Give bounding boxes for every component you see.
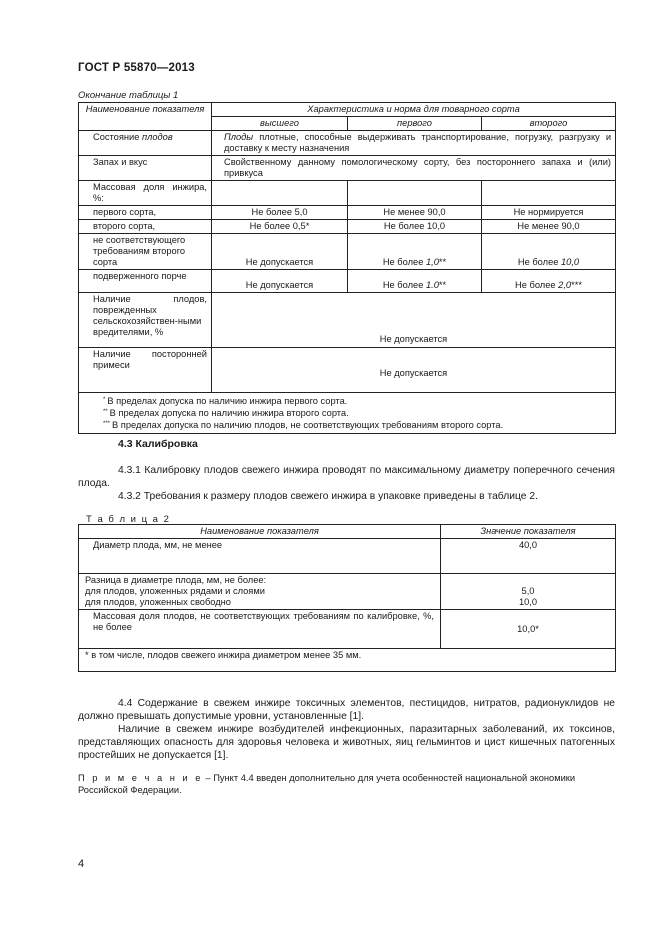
cell-value: Не более 1,0**	[348, 234, 482, 270]
table-row	[79, 181, 616, 206]
table-row	[79, 348, 616, 393]
table1-head-grade-first: первого	[348, 117, 482, 131]
table-row	[79, 206, 616, 220]
document-header: ГОСТ Р 55870—2013	[78, 62, 195, 74]
row-label-calibration: Массовая доля плодов, не соответствующих требованиям по калибровке, %, не более	[79, 610, 441, 649]
paragraph-4-3-2: 4.3.2 Требования к размеру плодов свежего инжира в упаковке приведены в таблице 2.	[118, 491, 538, 502]
row-label-diameter-diff: Разница в диаметре плода, мм, не более: для плодов, уложенных рядами и слоями для плодов, уложенных свободно	[79, 574, 441, 610]
footnote: ** В пределах допуска по наличию инжира второго сорта.	[103, 408, 349, 418]
cell-value: 10,0*	[441, 610, 616, 649]
row-label-first-grade: первого сорта,	[79, 206, 212, 220]
row-label-smell: Запах и вкус	[79, 156, 212, 181]
cell-value: Не более 0,5*	[212, 220, 348, 234]
cell-value: Не более 5,0	[212, 206, 348, 220]
note	[78, 772, 615, 796]
table2-head-value: Значение показателя	[441, 525, 616, 539]
cell-value: Не допускается	[212, 234, 348, 270]
table2-footnote-row	[79, 649, 616, 672]
note-label: П р и м е ч а н и е	[78, 773, 203, 783]
row-label-spoiled: подверженного порче	[79, 270, 212, 293]
row-label-foreign: Наличие посторонней примеси	[79, 348, 212, 393]
table2-caption: Т а б л и ц а 2	[86, 514, 171, 525]
cell-value: Не менее 90,0	[348, 206, 482, 220]
table-row	[79, 574, 616, 610]
table-2	[78, 524, 616, 672]
table1-footnotes-row	[79, 393, 616, 434]
note-text: – Пункт 4.4 введен дополнительно для учета особенностей национальной экономики Российской Федерации.	[78, 773, 576, 795]
table2-head-row	[79, 525, 616, 539]
table-row	[79, 156, 616, 181]
table1-head-row	[79, 103, 616, 117]
page-number: 4	[78, 858, 85, 870]
table-row	[79, 610, 616, 649]
smell-value: Свойственному данному помологическому сорту, без постороннего запаха и (или) привкуса	[212, 156, 616, 181]
table-row	[79, 220, 616, 234]
table-row	[79, 539, 616, 574]
table2-footnote: * в том числе, плодов свежего инжира диаметром менее 35 мм.	[79, 649, 616, 672]
table2-head-name: Наименование показателя	[79, 525, 441, 539]
table1-caption: Окончание таблицы 1	[78, 90, 179, 101]
table-row	[79, 270, 616, 293]
table1-head-col1: Наименование показателя	[79, 103, 212, 131]
cell-value: Не нормируется	[482, 206, 616, 220]
condition-value: Плоды плотные, способные выдерживать транспортирование, погрузку, разгрузку и доставку к месту назначения	[212, 131, 616, 156]
table-1	[78, 102, 616, 434]
table-row	[79, 293, 616, 348]
cell-value: 5,0 10,0	[441, 574, 616, 610]
cell-value: Не более 10,0	[348, 220, 482, 234]
paragraph-4-4-b: Наличие в свежем инжире возбудителей инфекционных, паразитарных заболеваний, их токсинов, представляющих опасность для здоровья человека и животных, яиц гельминтов и цист кишечных патогенных простейших не допускается [1].	[78, 724, 615, 761]
table-row	[79, 234, 616, 270]
row-label-noncompliant: не соответствующего требованиям второго сорта	[79, 234, 212, 270]
table-row	[79, 131, 616, 156]
paragraph-4-4: 4.4 Содержание в свежем инжире токсичных элементов, пестицидов, нитратов, радионуклидов не должно превышать допустимые уровни, установленные [1].	[78, 698, 615, 722]
table1-head-grade-top: высшего	[212, 117, 348, 131]
table1-footnotes	[79, 393, 616, 434]
row-label-pests: Наличие плодов, поврежденных сельскохозяйствен-ными вредителями, %	[79, 293, 212, 348]
cell-value: Не менее 90,0	[482, 220, 616, 234]
row-label-condition: Состояние плодов	[79, 131, 212, 156]
pests-value: Не допускается	[212, 293, 616, 348]
table1-head-group: Характеристика и норма для товарного сорта	[212, 103, 616, 117]
cell-value: Не допускается	[212, 270, 348, 293]
foreign-value: Не допускается	[212, 348, 616, 393]
footnote: *** В пределах допуска по наличию плодов, не соответствующих требованиям второго сорта.	[103, 420, 504, 430]
cell-value: Не более 2,0***	[482, 270, 616, 293]
row-label-diameter: Диаметр плода, мм, не менее	[79, 539, 441, 574]
row-label-second-grade: второго сорта,	[79, 220, 212, 234]
row-label-mass: Массовая доля инжира, %:	[79, 181, 212, 206]
cell-value: Не более 1.0**	[348, 270, 482, 293]
cell-value: 40,0	[441, 539, 616, 574]
section-title: 4.3 Калибровка	[118, 438, 198, 450]
table1-head-grade-second: второго	[482, 117, 616, 131]
paragraph-4-3-1: 4.3.1 Калибровку плодов свежего инжира проводят по максимальному диаметру поперечного сечения плода.	[78, 465, 615, 489]
footnote: * В пределах допуска по наличию инжира первого сорта.	[103, 396, 348, 406]
cell-value: Не более 10,0	[482, 234, 616, 270]
